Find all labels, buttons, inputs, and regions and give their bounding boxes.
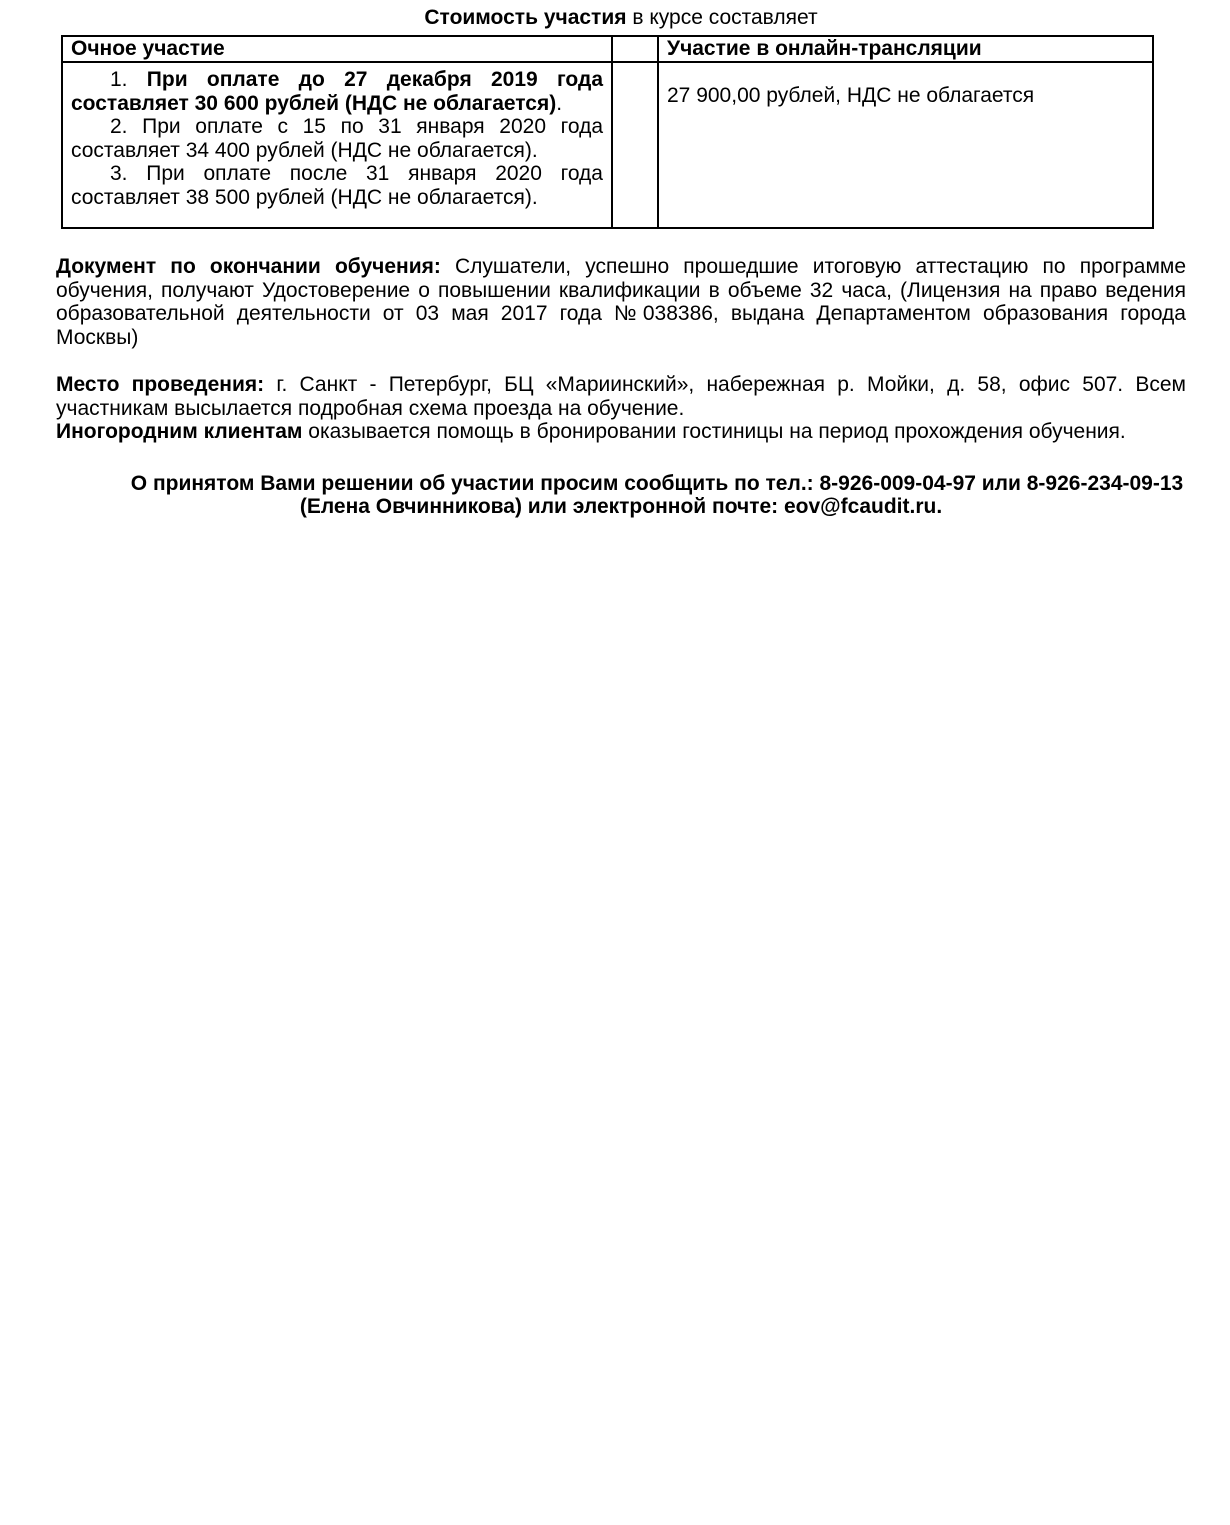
contact-block [56, 472, 1186, 519]
price-item-3 [71, 162, 603, 209]
price-item-3-number: 3. [110, 162, 128, 185]
title-bold: Стоимость участия [424, 6, 627, 29]
page-title [56, 6, 1186, 30]
document-paragraph [56, 255, 1186, 349]
out-of-town-paragraph [56, 420, 1186, 444]
header-online: Участие в онлайн-трансляции [658, 36, 1153, 63]
contact-line-2: (Елена Овчинникова) или электронной почте: eov@fcaudit.ru. [299, 495, 943, 518]
spacer-cell [612, 62, 658, 228]
price-item-1-number: 1. [110, 68, 128, 91]
venue-block [56, 373, 1186, 444]
online-pricing-cell [658, 62, 1153, 228]
price-item-2-number: 2. [110, 115, 128, 138]
pricing-table-body-row [62, 62, 1153, 228]
price-item-3-text: При оплате после 31 января 2020 года составляет 38 500 рублей (НДС не облагается). [71, 162, 603, 209]
venue-paragraph [56, 373, 1186, 420]
document-page [56, 6, 1186, 519]
price-item-1-bold: При оплате до 27 декабря 2019 года составляет 30 600 рублей (НДС не облагается) [71, 68, 603, 115]
price-item-2 [71, 115, 603, 162]
price-item-1 [71, 68, 603, 115]
inperson-pricing-cell [62, 62, 612, 228]
contact-line-1: О принятом Вами решении об участии просим сообщить по тел.: 8-926-009-04-97 или 8-926-234-09-13 [130, 471, 1184, 495]
venue-label: Место проведения: [56, 373, 265, 396]
title-rest: в курсе составляет [626, 6, 818, 29]
pricing-table-header-row [62, 36, 1153, 63]
price-item-1-text: . [556, 91, 563, 115]
out-of-town-label: Иногородним клиентам [56, 420, 303, 443]
venue-text: г. Санкт - Петербург, БЦ «Мариинский», набережная р. Мойки, д. 58, офис 507. Всем участникам высылается подробная схема проезда на обучение. [56, 373, 1186, 420]
out-of-town-text: оказывается помощь в бронировании гостиницы на период прохождения обучения. [302, 420, 1126, 443]
pricing-table [61, 35, 1154, 230]
header-spacer-cell [612, 36, 658, 63]
document-paragraph-label: Документ по окончании обучения: [56, 255, 441, 278]
price-item-2-text: При оплате с 15 по 31 января 2020 года составляет 34 400 рублей (НДС не облагается). [71, 115, 603, 162]
header-inperson: Очное участие [62, 36, 612, 63]
online-price: 27 900,00 рублей, НДС не облагается [667, 84, 1035, 107]
document-paragraph-text: Слушатели, успешно прошедшие итоговую аттестацию по программе обучения, получают Удостоверение о повышении квалификации в объеме 32 часа, (Лицензия на право ведения образовательной деятельности от 03 мая 2017 года №038386, выдана Департаментом образования города Москвы) [56, 255, 1187, 349]
